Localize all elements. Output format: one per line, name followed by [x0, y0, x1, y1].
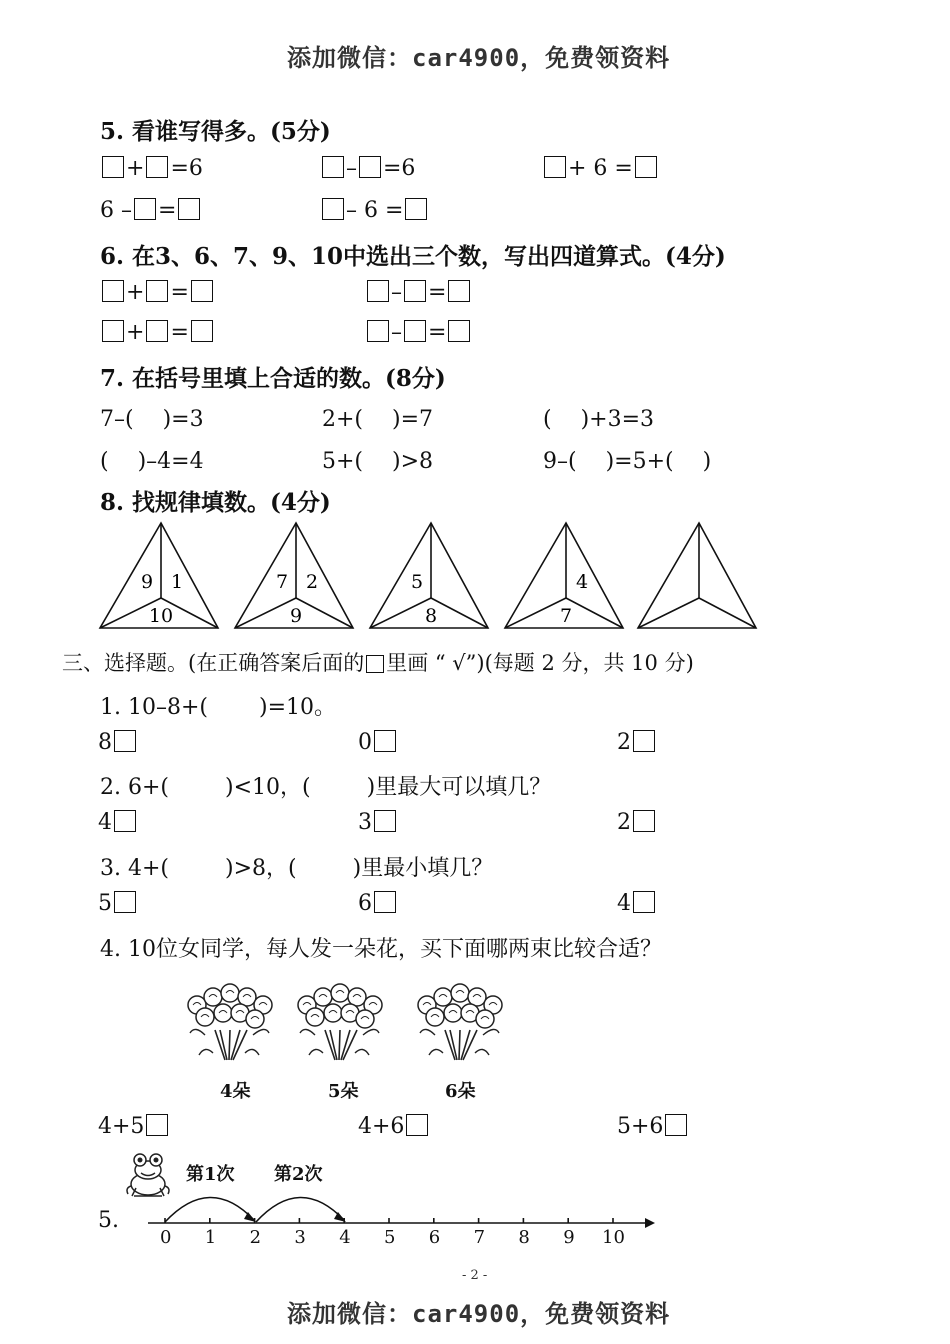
- triangle-bottom-number: 9: [289, 605, 303, 627]
- c4-title: 4. 10位女同学，每人发一朵花，买下面哪两束比较合适？: [100, 937, 662, 962]
- tick-label: 10: [602, 1227, 625, 1248]
- c4-option[interactable]: [98, 1114, 170, 1139]
- answer-box[interactable]: [191, 320, 213, 342]
- jump1-label: 第1次: [186, 1164, 235, 1185]
- tick-label: 7: [473, 1227, 486, 1248]
- option-label: 2: [617, 810, 631, 835]
- number-line: [140, 1170, 660, 1230]
- c5-number: 5.: [98, 1208, 119, 1233]
- tick-label: 1: [204, 1227, 217, 1248]
- option-label: 3: [358, 810, 372, 835]
- q7-item[interactable]: ( )+3=3: [543, 407, 655, 432]
- c3-title-part: )>8，(: [225, 856, 297, 881]
- answer-box[interactable]: [102, 156, 124, 178]
- q7-item[interactable]: 2+( )=7: [322, 407, 434, 432]
- answer-box[interactable]: [134, 198, 156, 220]
- answer-box[interactable]: [178, 198, 200, 220]
- option-label: 2: [617, 730, 631, 755]
- triangle-bottom-number: 10: [148, 605, 174, 627]
- answer-checkbox[interactable]: [633, 730, 655, 752]
- triangle-right-number: 2: [305, 571, 319, 593]
- c3-title-part: )里最小填几？: [352, 856, 494, 881]
- c2-title-part: )里最大可以填几？: [366, 775, 552, 800]
- answer-box[interactable]: [367, 280, 389, 302]
- answer-checkbox[interactable]: [374, 730, 396, 752]
- answer-box[interactable]: [322, 156, 344, 178]
- c3-title-part: 3. 4+(: [100, 856, 169, 881]
- answer-box[interactable]: [448, 320, 470, 342]
- option-label: 4: [98, 810, 112, 835]
- q5-op-text: + 6 =: [568, 156, 633, 181]
- triangle-right-number: 1: [170, 571, 184, 593]
- answer-box[interactable]: [146, 320, 168, 342]
- answer-box[interactable]: [102, 320, 124, 342]
- checkbox-sample: [366, 655, 384, 673]
- answer-checkbox[interactable]: [114, 891, 136, 913]
- q7-title: 7. 在括号里填上合适的数。(8分): [100, 365, 446, 392]
- c4-option[interactable]: [358, 1114, 430, 1139]
- c3-option[interactable]: [358, 891, 398, 916]
- tick-label: 0: [160, 1227, 172, 1248]
- triangle-right-number: 4: [575, 571, 589, 593]
- option-label: 5+6: [617, 1114, 664, 1139]
- tick-label: 5: [384, 1227, 396, 1248]
- answer-checkbox[interactable]: [406, 1114, 428, 1136]
- triangle-4: [505, 523, 623, 628]
- triangle-outline: [638, 523, 756, 628]
- bouquet-label: 5朵: [328, 1081, 359, 1102]
- q5-op-text: – 6 =: [346, 198, 404, 223]
- section3-title-end: 里画 “ √”)(每题 2 分，共 10 分): [386, 651, 694, 675]
- option-label: 5: [98, 891, 112, 916]
- tick-label: 8: [518, 1227, 530, 1248]
- q5-row2-expr2: [320, 198, 429, 223]
- triangle-left-number: 9: [140, 571, 154, 593]
- c2-title-part: 2. 6+(: [100, 775, 169, 800]
- answer-box[interactable]: [405, 198, 427, 220]
- section3-heading: [62, 647, 694, 677]
- answer-checkbox[interactable]: [114, 810, 136, 832]
- axis-arrowhead: [645, 1218, 655, 1228]
- jump-arrowhead-2: [334, 1212, 346, 1222]
- answer-box[interactable]: [146, 280, 168, 302]
- c1-option[interactable]: [98, 730, 138, 755]
- c2-option[interactable]: [617, 810, 657, 835]
- c3-title: [100, 851, 493, 882]
- triangle-left-number: 7: [275, 571, 289, 593]
- tick-label: 3: [294, 1227, 306, 1248]
- flower-bouquets-illustration: [175, 975, 535, 1075]
- answer-box[interactable]: [367, 320, 389, 342]
- answer-box[interactable]: [448, 280, 470, 302]
- q5-row2-expr1: 6 – =: [100, 198, 202, 223]
- triangle-2: [235, 523, 353, 628]
- q6-title: 6. 在3、6、7、9、10中选出三个数，写出四道算式。(4分): [100, 243, 726, 270]
- option-label: 4+6: [358, 1114, 405, 1139]
- tick-label: 6: [428, 1227, 441, 1248]
- option-label: 4+5: [98, 1114, 145, 1139]
- q5-title: 5. 看谁写得多。(5分): [100, 118, 331, 145]
- q5-op-text: 6 –: [100, 198, 132, 223]
- bouquet-label: 4朵: [220, 1081, 251, 1102]
- answer-box[interactable]: [404, 320, 426, 342]
- section3-title: 三、选择题。(在正确答案后面的: [62, 651, 365, 675]
- jump-arrowhead-1: [244, 1212, 256, 1222]
- jump2-label: 第2次: [274, 1164, 323, 1185]
- q7-item[interactable]: 9–( )=5+( ): [543, 449, 712, 474]
- triangle-bottom-number: 8: [424, 605, 438, 627]
- answer-checkbox[interactable]: [374, 891, 396, 913]
- q6-expr-sub-1: – =: [365, 280, 472, 305]
- watermark-top: 添加微信：car4900，免费领资料: [287, 44, 671, 72]
- triangle-1: [100, 523, 218, 628]
- tick-label: 4: [339, 1227, 351, 1248]
- option-label: 6: [358, 891, 372, 916]
- answer-box[interactable]: [544, 156, 566, 178]
- q8-title: 8. 找规律填数。(4分): [100, 489, 331, 516]
- tick-label: 9: [563, 1227, 575, 1248]
- c3-option[interactable]: [98, 891, 138, 916]
- answer-box[interactable]: [635, 156, 657, 178]
- option-label: 4: [617, 891, 631, 916]
- c4-option[interactable]: [617, 1114, 689, 1139]
- pattern-triangles: [95, 520, 765, 632]
- option-label: 0: [358, 730, 372, 755]
- answer-box[interactable]: [146, 156, 168, 178]
- answer-checkbox[interactable]: [633, 891, 655, 913]
- watermark-bottom: 添加微信：car4900，免费领资料: [287, 1300, 671, 1328]
- answer-checkbox[interactable]: [633, 810, 655, 832]
- answer-box[interactable]: [102, 280, 124, 302]
- q5-row1-expr1: + =6: [100, 156, 203, 181]
- c2-title-part: )<10，(: [225, 775, 311, 800]
- answer-checkbox[interactable]: [146, 1114, 168, 1136]
- option-label: 8: [98, 730, 112, 755]
- answer-box[interactable]: [359, 156, 381, 178]
- c2-title: [100, 770, 551, 801]
- q6-expr-add-1: + =: [100, 280, 215, 305]
- q5-row1-expr2: – =6: [320, 156, 415, 181]
- c3-option[interactable]: [617, 891, 657, 916]
- page-number: - 2 -: [462, 1268, 488, 1283]
- q7-item[interactable]: 5+( )>8: [322, 449, 434, 474]
- c2-option[interactable]: [98, 810, 138, 835]
- q6-expr-sub-2: – =: [365, 320, 472, 345]
- q6-expr-add-2: + =: [100, 320, 215, 345]
- q7-item[interactable]: ( )–4=4: [100, 449, 204, 474]
- c1-option[interactable]: [358, 730, 398, 755]
- answer-checkbox[interactable]: [665, 1114, 687, 1136]
- triangle-bottom-number: 7: [559, 605, 573, 627]
- bouquet-label: 6朵: [445, 1081, 476, 1102]
- triangle-3: [370, 523, 488, 628]
- c2-option[interactable]: [358, 810, 398, 835]
- triangle-5: [638, 523, 756, 628]
- answer-box[interactable]: [322, 198, 344, 220]
- answer-box[interactable]: [404, 280, 426, 302]
- q5-row1-expr3: [542, 156, 659, 181]
- answer-checkbox[interactable]: [374, 810, 396, 832]
- c1-option[interactable]: [617, 730, 657, 755]
- q7-item[interactable]: 7–( )=3: [100, 407, 204, 432]
- triangle-left-number: 5: [410, 571, 424, 593]
- c1-title: 1. 10–8+( )=10。: [100, 695, 336, 720]
- tick-label: 2: [249, 1227, 262, 1248]
- answer-box[interactable]: [191, 280, 213, 302]
- answer-checkbox[interactable]: [114, 730, 136, 752]
